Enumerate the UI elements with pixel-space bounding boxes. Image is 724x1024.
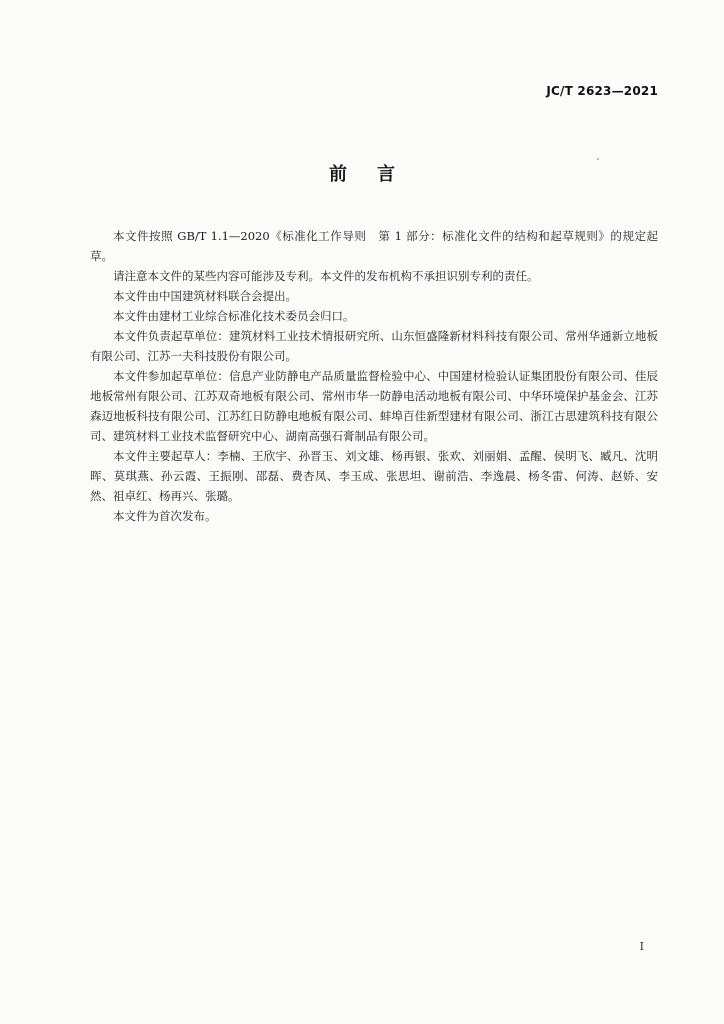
paragraph-drafting-rules: 本文件按照 GB/T 1.1—2020《标准化工作导则 第 1 部分：标准化文件的结构和起草规则》的规定起草。 (90, 229, 658, 263)
paragraph-committee: 本文件由建材工业综合标准化技术委员会归口。 (113, 309, 355, 323)
foreword-body (90, 226, 658, 526)
page-title: 前言 (329, 164, 425, 185)
paragraph-main-drafters: 本文件主要起草人：李楠、王欣宇、孙晋玉、刘文雄、杨再银、张欢、刘丽娟、孟醒、侯明飞、臧凡、沈明晖、莫琪燕、孙云霞、王振刚、邵磊、费杏凤、李玉成、张思坦、谢前浩、李逸晨、杨冬雷、何涛、赵娇、安然、祖卓红、杨再兴、张璐。 (90, 449, 658, 503)
paragraph-patent-notice: 请注意本文件的某些内容可能涉及专利。本文件的发布机构不承担识别专利的责任。 (113, 269, 539, 283)
paragraph-participating-drafters: 本文件参加起草单位：信息产业防静电产品质量监督检验中心、中国建材检验认证集团股份有限公司、佳辰地板常州有限公司、江苏双奇地板有限公司、常州市华一防静电活动地板有限公司、中华环境保护基金会、江苏森迈地板科技有限公司、江苏红日防静电地板有限公司、蚌埠百佳新型建材有限公司、浙江古思建筑科技有限公司、建筑材料工业技术监督研究中心、湖南高强石膏制品有限公司。 (90, 369, 658, 443)
paragraph-lead-drafters: 本文件负责起草单位：建筑材料工业技术情报研究所、山东恒盛隆新材料科技有限公司、常州华通新立地板有限公司、江苏一夫科技股份有限公司。 (90, 329, 658, 363)
paragraph-proposer: 本文件由中国建筑材料联合会提出。 (113, 289, 297, 303)
standard-code: JC/T 2623—2021 (546, 84, 658, 98)
paragraph-first-release: 本文件为首次发布。 (113, 509, 217, 523)
page-number: I (639, 940, 644, 953)
